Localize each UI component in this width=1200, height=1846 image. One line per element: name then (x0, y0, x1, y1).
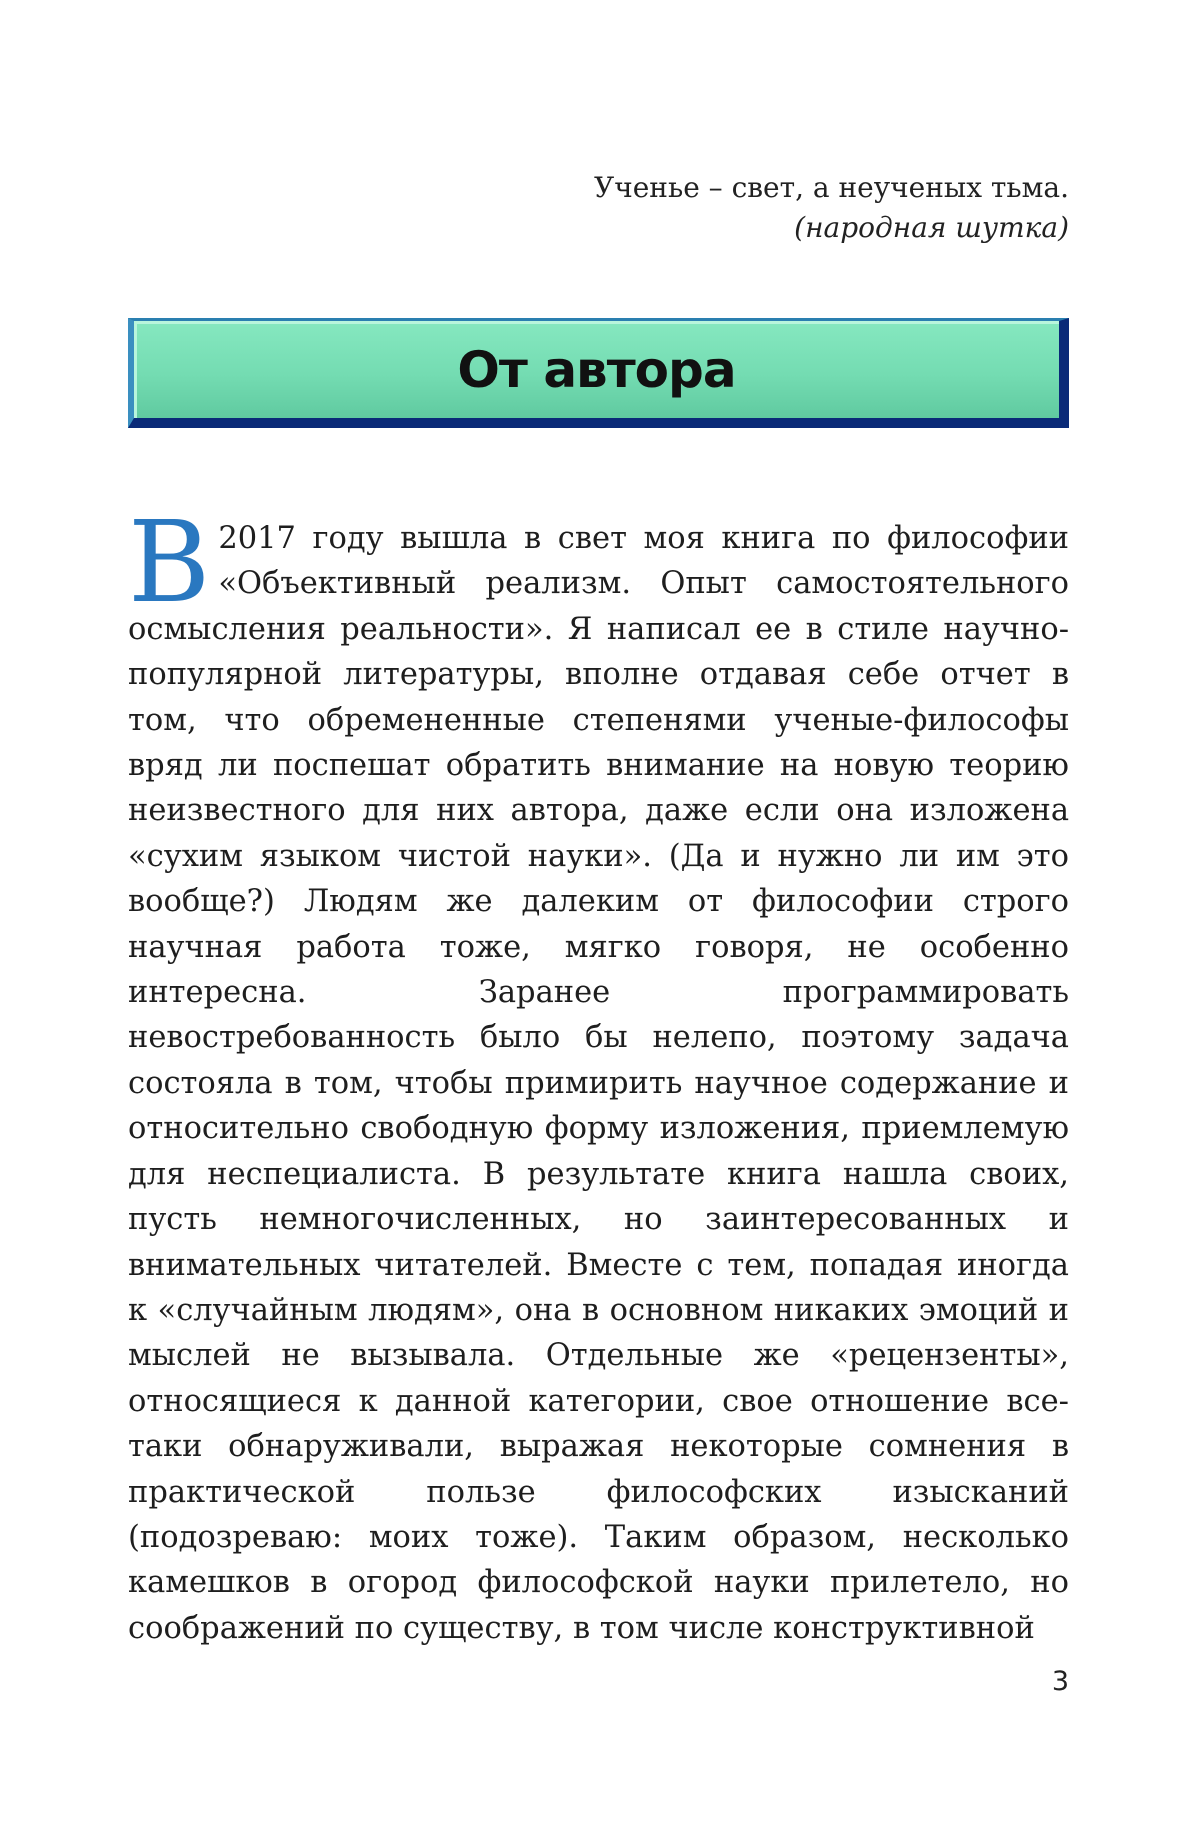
drop-cap: В (128, 498, 211, 628)
epigraph-line: Ученье – свет, а неученых тьма. (593, 171, 1069, 204)
paragraph-text: 2017 году вышла в свет моя книга по философии «Объективный реализм. Опыт самостоятельного осмысления реальности». Я написал ее в стиле научно-популярной литературы, вполне отдавая себе отчет в том, что обремененные степенями ученые-философы вряд ли поспешат обратить внимание на новую теорию неизвестного для них автора, даже если она изложена «сухим языком чистой науки». (Да и нужно ли им это вообще?) Людям же далеким от философии строго научная работа тоже, мягко говоря, не особенно интересна. Заранее программировать невостребованность было бы нелепо, поэтому задача состояла в том, чтобы примирить научное содержание и относительно свободную форму изложения, приемлемую для неспециалиста. В результате книга нашла своих, пусть немногочисленных, но заинтересованных и внимательных читателей. Вместе с тем, попадая иногда к «случайным людям», она в основном никаких эмоций и мыслей не вызывала. Отдельные же «рецензенты», относящиеся к данной категории, свое отношение все-таки обнаруживали, выражая некоторые сомнения в практической пользе философских изысканий (подозреваю: моих тоже). Таким образом, несколько камешков в огород философской науки прилетело, но соображений по существу, в том числе конструктивной (128, 521, 1069, 1646)
section-title-banner (128, 318, 1069, 428)
epigraph (594, 168, 1069, 248)
section-title: От автора (457, 340, 736, 399)
page-number: 3 (1051, 1666, 1069, 1697)
body-paragraph (128, 498, 1069, 1651)
epigraph-source: (народная шутка) (794, 211, 1069, 244)
